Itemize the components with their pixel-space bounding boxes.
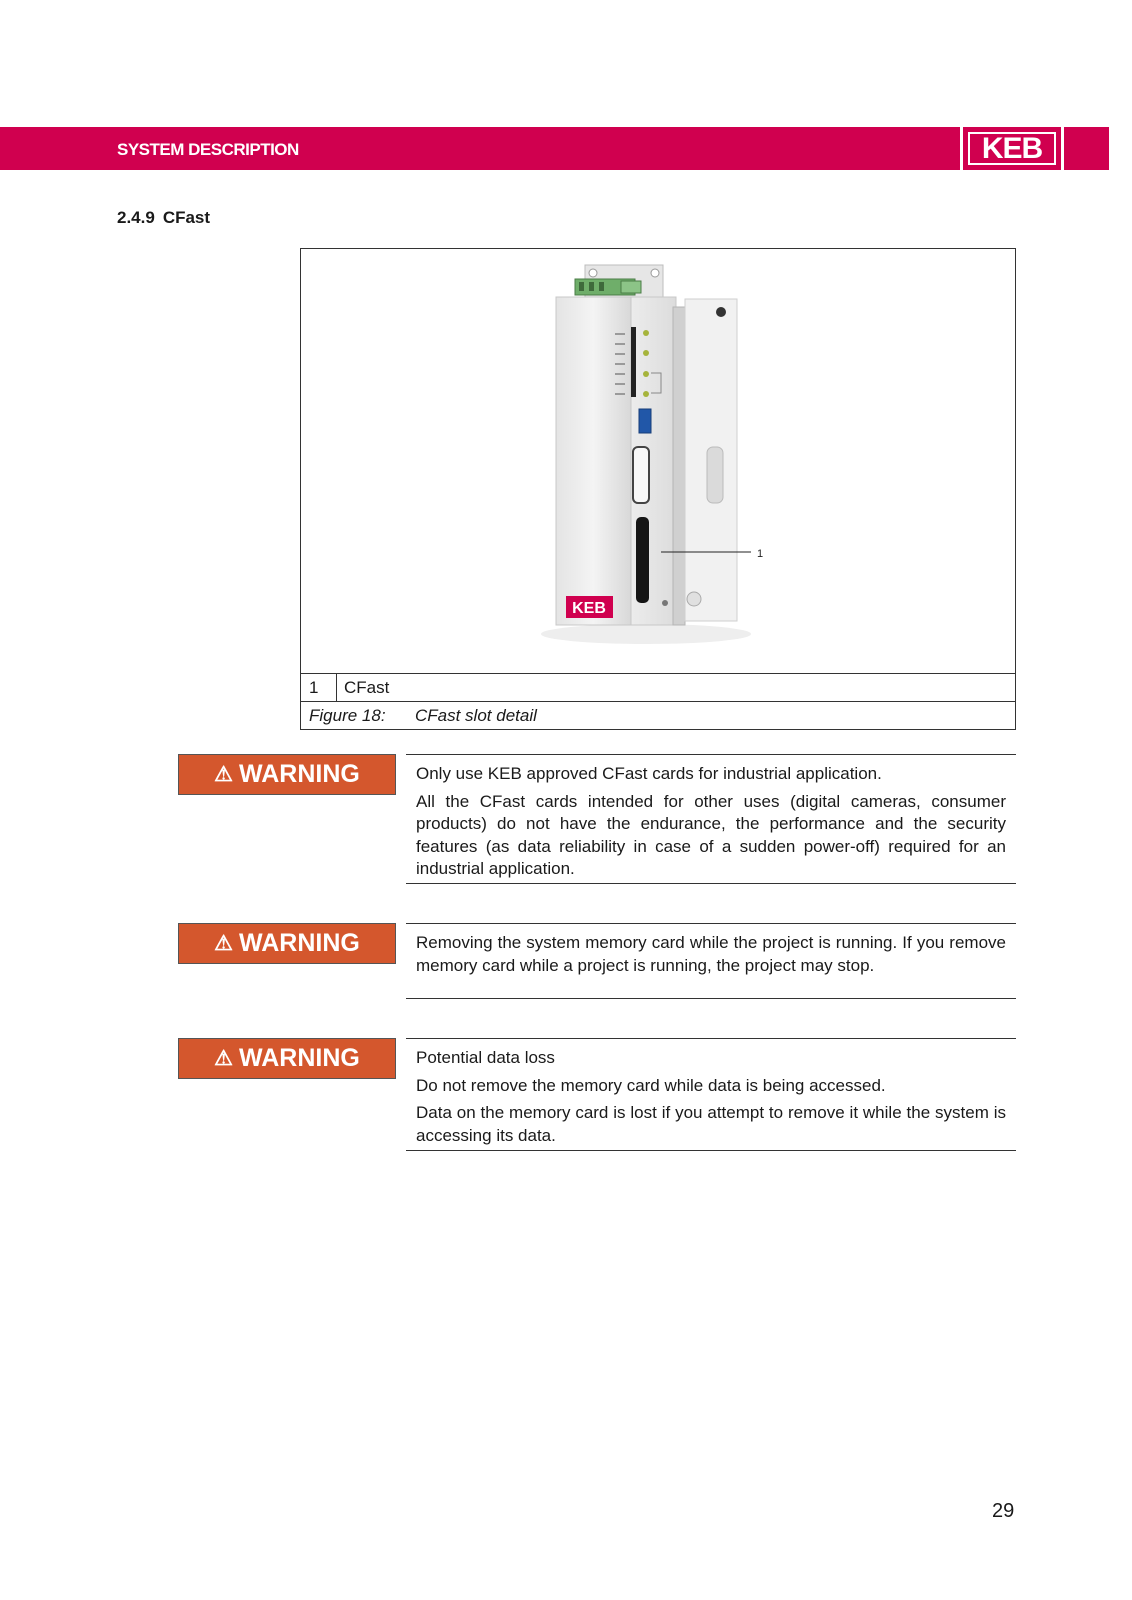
warning-triangle-icon: ⚠ <box>214 1047 233 1070</box>
warning-label: WARNING <box>239 760 360 788</box>
header-title: SYSTEM DESCRIPTION <box>117 140 299 159</box>
header-accent <box>1064 127 1109 170</box>
device-illustration <box>301 249 1015 673</box>
legend-label: CFast <box>344 678 390 697</box>
header-bar <box>0 127 960 170</box>
warning-paragraph: Removing the system memory card while the project is running. If you remove memory card while a project is running, the project may stop. <box>416 933 1006 975</box>
device-logo-text: KEB <box>572 600 606 617</box>
keb-logo-text: KEB <box>968 132 1056 165</box>
warning-label: WARNING <box>239 1044 360 1072</box>
section-number: 2.4.9 <box>117 208 155 227</box>
caption-number: Figure 18: <box>309 706 386 725</box>
warning-triangle-icon: ⚠ <box>214 932 233 955</box>
warning-text-block <box>406 923 1016 999</box>
warning-badge <box>178 754 396 795</box>
callout-number-1: 1 <box>757 548 764 560</box>
warning-text-block <box>406 1038 1016 1151</box>
warning-paragraph: Data on the memory card is lost if you attempt to remove it while the system is accessing its data. <box>416 1103 1006 1145</box>
figure-caption <box>301 701 1015 729</box>
caption-text: CFast slot detail <box>415 706 537 725</box>
warning-paragraph: Only use KEB approved CFast cards for industrial application. <box>416 764 882 783</box>
device-image <box>301 249 1015 673</box>
legend-row <box>301 673 1015 702</box>
warning-paragraph: Potential data loss <box>416 1048 555 1067</box>
legend-number: 1 <box>301 674 337 702</box>
warning-badge <box>178 1038 396 1079</box>
section-heading <box>117 208 210 228</box>
page-number: 29 <box>992 1500 1015 1522</box>
keb-logo <box>963 127 1061 170</box>
warning-badge <box>178 923 396 964</box>
warning-text-block <box>406 754 1016 884</box>
warning-paragraph: Do not remove the memory card while data is being accessed. <box>416 1075 886 1095</box>
warning-paragraph: All the CFast cards intended for other uses (digital cameras, consumer products) do not have the endurance, the performance and the security features (as data reliability in case of a sudden power-off) required for an industrial application. <box>416 791 1006 878</box>
warning-label: WARNING <box>239 929 360 957</box>
warning-triangle-icon: ⚠ <box>214 763 233 786</box>
figure-18 <box>300 248 1016 730</box>
section-title: CFast <box>162 208 211 227</box>
